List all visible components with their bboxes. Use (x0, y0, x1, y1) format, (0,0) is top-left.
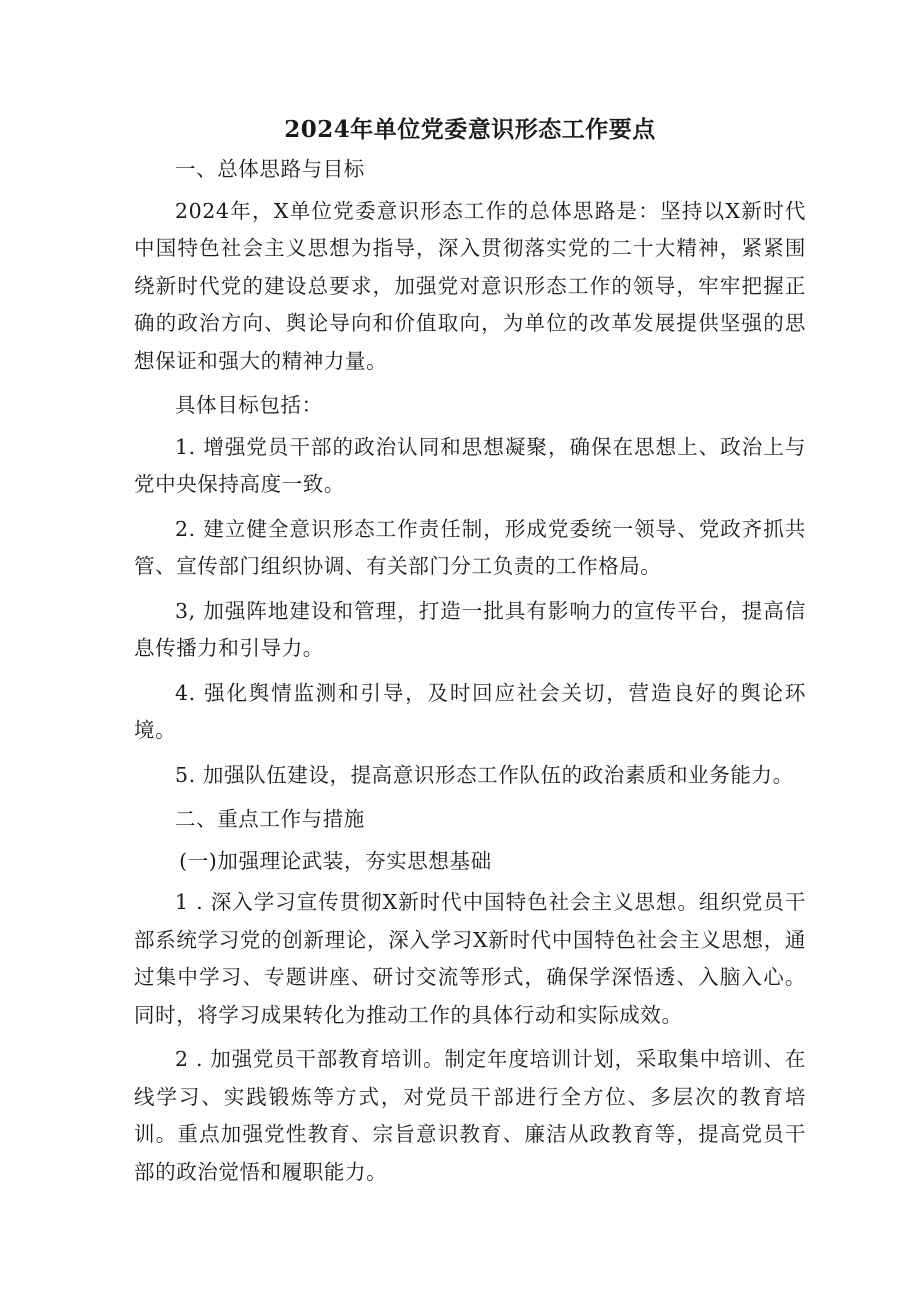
section-heading-2: 二、重点工作与措施 (175, 807, 365, 831)
goal-item-1: 1. 增强党员干部的政治认同和思想凝聚，确保在思想上、政治上与党中央保持高度一致。 (134, 434, 806, 496)
measure-item-1: 1 . 深入学习宣传贯彻X新时代中国特色社会主义思想。组织党员干部系统学习党的创新理论，深入学习X新时代中国特色社会主义思想，通过集中学习、专题讲座、研讨交流等形式，确保学深悟透、入脑入心。同时，将学习成果转化为推动工作的具体行动和实际成效。 (134, 890, 806, 1027)
goal-item-4: 4. 强化舆情监测和引导，及时回应社会关切，营造良好的舆论环境。 (134, 680, 806, 742)
measure-item-2: 2 . 加强党员干部教育培训。制定年度培训计划，采取集中培训、在线学习、实践锻炼等方式，对党员干部进行全方位、多层次的教育培训。重点加强党性教育、宗旨意识教育、廉洁从政教育等，提高党员干部的政治觉悟和履职能力。 (134, 1047, 806, 1184)
goal-item-2: 2. 建立健全意识形态工作责任制，形成党委统一领导、党政齐抓共管、宣传部门组织协调、有关部门分工负责的工作格局。 (134, 516, 806, 578)
paragraph-overall-approach: 2024年，X单位党委意识形态工作的总体思路是：坚持以X新时代中国特色社会主义思想为指导，深入贯彻落实党的二十大精神，紧紧围绕新时代党的建设总要求，加强党对意识形态工作的领导，牢牢把握正确的政治方向、舆论导向和价值取向，为单位的改革发展提供坚强的思想保证和强大的精神力量。 (134, 198, 806, 373)
paragraph-goals-intro: 具体目标包括： (175, 393, 323, 417)
section-heading-1: 一、总体思路与目标 (175, 157, 365, 181)
goal-item-5: 5. 加强队伍建设，提高意识形态工作队伍的政治素质和业务能力。 (175, 762, 794, 787)
goal-item-3: 3, 加强阵地建设和管理，打造一批具有影响力的宣传平台，提高信息传播力和引导力。 (134, 598, 806, 660)
document-title: 2024年单位党委意识形态工作要点 (284, 116, 656, 143)
document-body (134, 112, 806, 1198)
subsection-heading-1: (一)加强理论武装，夯实思想基础 (179, 848, 492, 873)
